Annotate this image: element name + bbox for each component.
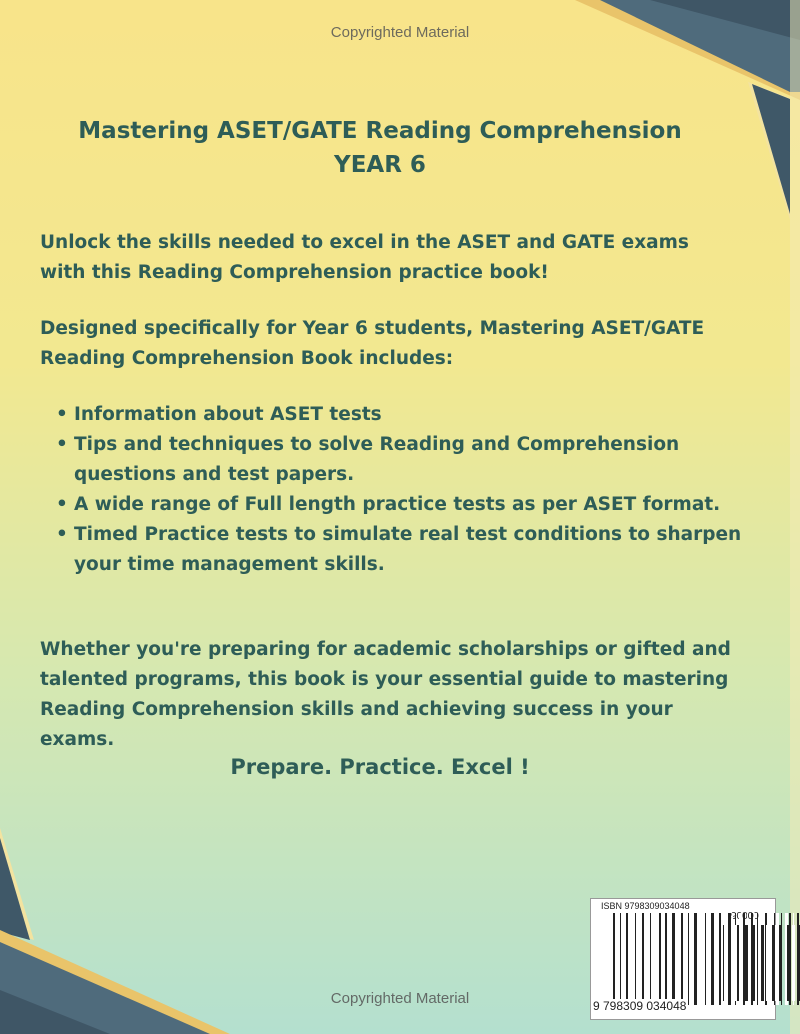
tagline: Prepare. Practice. Excel ! [230, 755, 530, 779]
intro-paragraph: Unlock the skills needed to excel in the ASET and GATE exams with this Reading Comprehension practice book! [40, 232, 689, 283]
isbn-label: ISBN 9798309034048 [601, 901, 690, 911]
list-item: • A wide range of Full length practice tests as per ASET format. [52, 490, 752, 520]
features-list [52, 400, 752, 580]
list-item: • Information about ASET tests [52, 400, 752, 430]
copyright-watermark: Copyrighted Material [330, 24, 470, 41]
book-title [0, 114, 760, 182]
closing-paragraph: Whether you're preparing for academic scholarships or gifted and talented programs, this book is your essential guide to mastering Reading Comprehension skills and achieving success in your exams. [40, 639, 731, 750]
title-line-1: Mastering ASET/GATE Reading Comprehension [78, 118, 682, 144]
designed-paragraph: Designed specifically for Year 6 students, Mastering ASET/GATE Reading Comprehension Book includes: [40, 318, 705, 369]
barcode-digits: 9 798309 034048 [593, 999, 687, 1013]
list-item: • Timed Practice tests to simulate real test conditions to sharpen your time management skills. [52, 520, 752, 580]
list-item: • Tips and techniques to solve Reading and Comprehension questions and test papers. [52, 430, 752, 490]
title-line-2: YEAR 6 [334, 152, 426, 178]
copyright-watermark-bottom: Copyrighted Material [330, 990, 470, 1007]
